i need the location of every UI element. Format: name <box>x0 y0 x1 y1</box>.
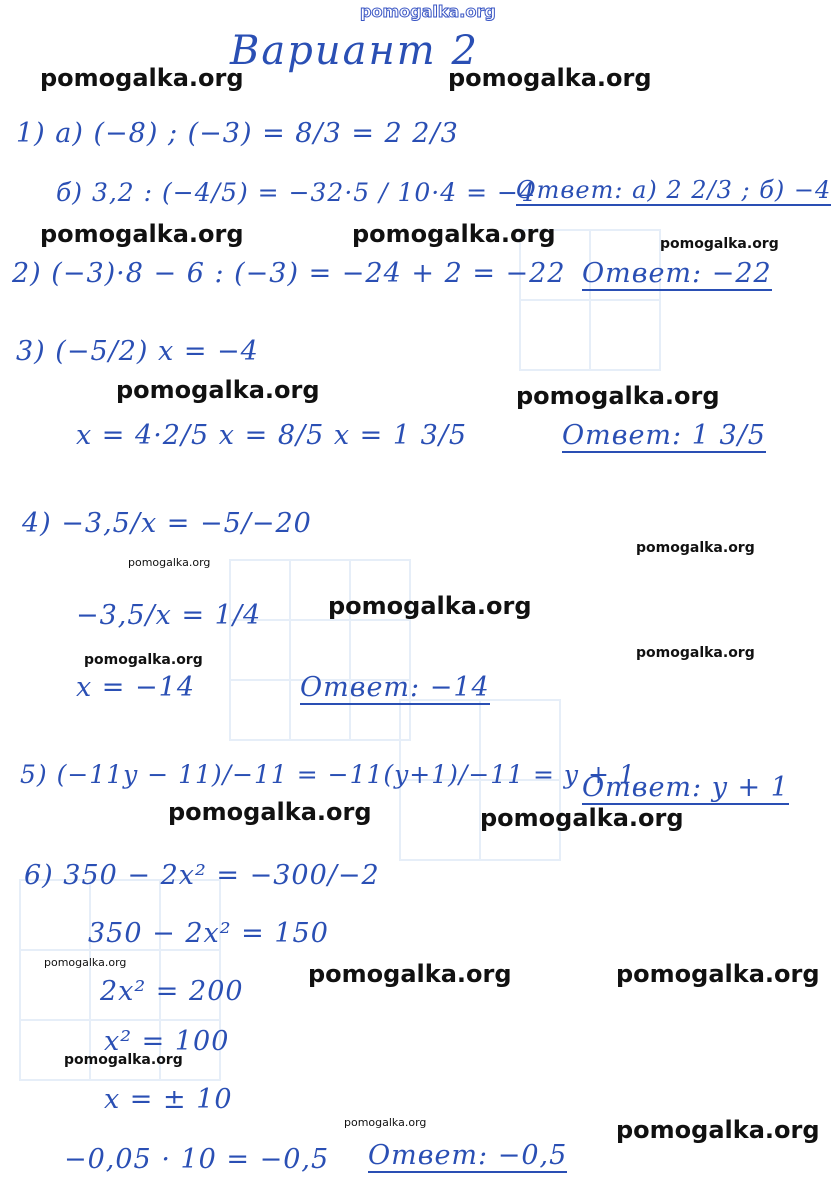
task1-line-b: б) 3,2 : (−4/5) = −32·5 / 10·4 = −4 <box>56 178 536 207</box>
task3-answer: Ответ: 1 3/5 <box>562 420 766 451</box>
task5-answer: Ответ: y + 1 <box>582 772 789 803</box>
task4-answer: Ответ: −14 <box>300 672 490 703</box>
task4-line-1: 4) −3,5/x = −5/−20 <box>22 508 312 539</box>
watermark: pomogalka.org <box>616 1116 820 1144</box>
task6-answer: Ответ: −0,5 <box>368 1140 568 1171</box>
watermark: pomogalka.org <box>616 960 820 988</box>
watermark: pomogalka.org <box>44 956 127 969</box>
task3-line-2: x = 4·2/5 x = 8/5 x = 1 3/5 <box>76 420 468 451</box>
task4-line-2: −3,5/x = 1/4 <box>76 600 262 631</box>
watermark: pomogalka.org <box>40 64 244 92</box>
page-title: Вариант 2 <box>230 28 479 74</box>
watermark: pomogalka.org <box>168 798 372 826</box>
watermark: pomogalka.org <box>84 652 203 668</box>
task5-line: 5) (−11y − 11)/−11 = −11(y+1)/−11 = y + 1 <box>20 760 636 789</box>
task3-line-1: 3) (−5/2) x = −4 <box>16 336 259 367</box>
watermark: pomogalka.org <box>344 1116 427 1129</box>
task1-line-a: 1) а) (−8) ; (−3) = 8/3 = 2 2/3 <box>16 118 459 149</box>
watermark: pomogalka.org <box>40 220 244 248</box>
watermark: pomogalka.org <box>516 382 720 410</box>
task1-answer: Ответ: а) 2 2/3 ; б) −4 <box>516 176 832 204</box>
watermark: pomogalka.org <box>308 960 512 988</box>
task6-line-3: 2x² = 200 <box>100 976 244 1007</box>
watermark: pomogalka.org <box>636 645 755 661</box>
task4-line-3: x = −14 <box>76 672 195 703</box>
watermark: pomogalka.org <box>480 804 684 832</box>
task6-line-2: 350 − 2x² = 150 <box>88 918 329 949</box>
watermark: pomogalka.org <box>636 540 755 556</box>
watermark: pomogalka.org <box>128 556 211 569</box>
watermark: pomogalka.org <box>448 64 652 92</box>
task6-line-5: x = ± 10 <box>104 1084 233 1115</box>
task6-line-1: 6) 350 − 2x² = −300/−2 <box>24 860 380 891</box>
watermark: pomogalka.org <box>116 376 320 404</box>
watermark: pomogalka.org <box>660 236 779 252</box>
watermark: pomogalka.org <box>328 592 532 620</box>
task2-line: 2) (−3)·8 − 6 : (−3) = −24 + 2 = −22 <box>12 258 566 289</box>
watermark: pomogalka.org <box>64 1052 183 1068</box>
task6-line-6: −0,05 · 10 = −0,5 <box>64 1144 330 1175</box>
watermark: pomogalka.org <box>352 220 556 248</box>
task2-answer: Ответ: −22 <box>582 258 772 289</box>
task6-line-4: x² = 100 <box>104 1026 230 1057</box>
site-watermark-top: pomogalka.org <box>360 2 496 21</box>
